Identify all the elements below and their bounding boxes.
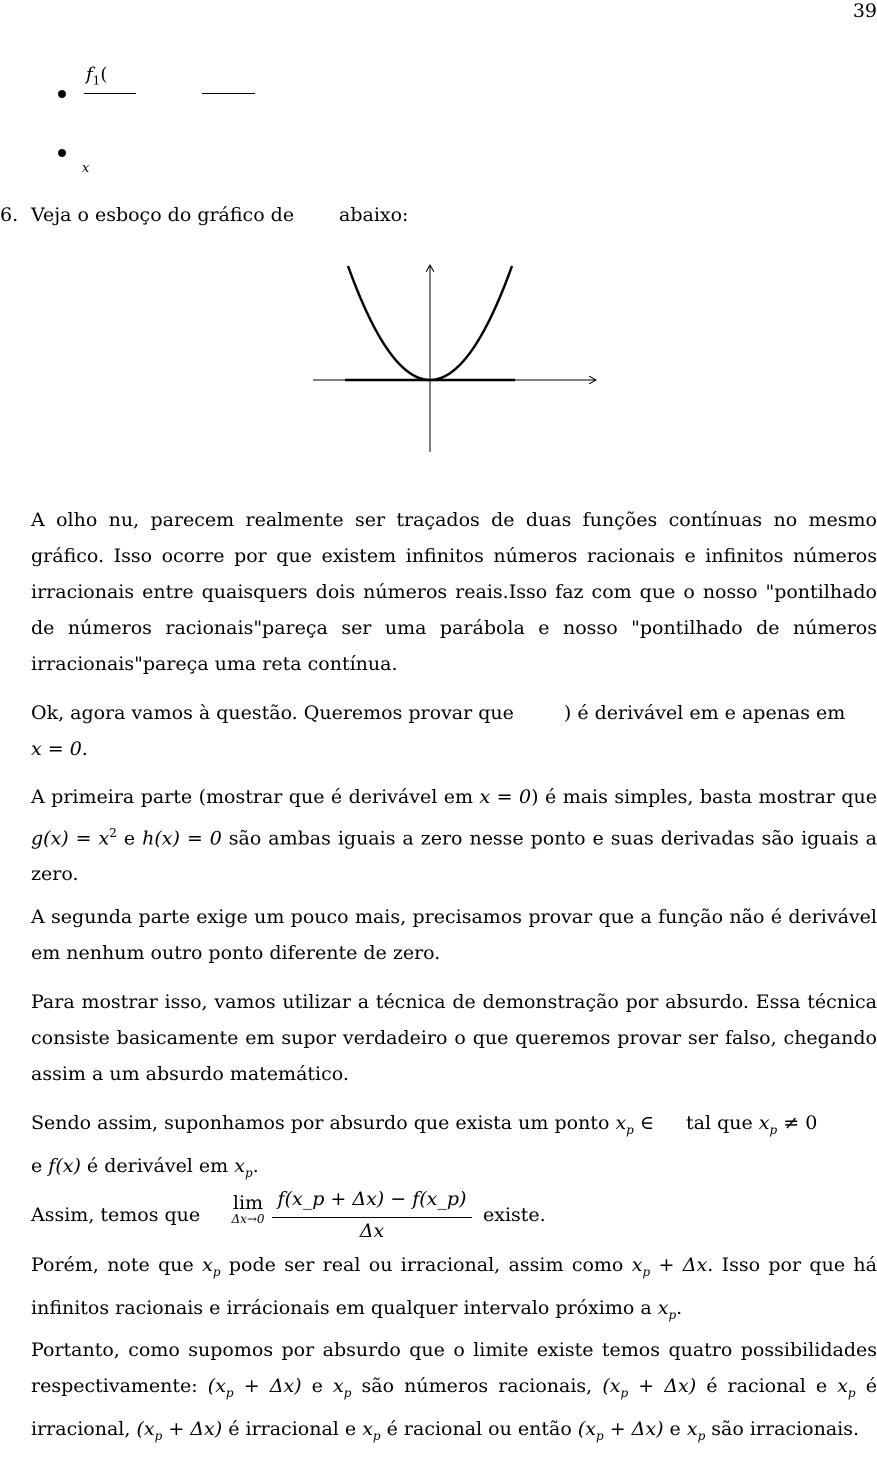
- paragraph-visual-explanation: A olho nu, parecem realmente ser traçados de duas funções contínuas no mesmo gráfico. Isso ocorre por que existem infinitos números racionais e infinitos números irracionais entre quaisquers dois números reais.Isso faz com que o nosso "pontilhado de números racionais"pareça ser uma parábola e nosso "pontilhado de números irracionais"pareça uma reta contínua.: [31, 509, 877, 675]
- p6-math-x: x: [615, 1112, 627, 1134]
- p2-text-a: Ok, agora vamos à questão. Queremos provar que: [31, 702, 514, 724]
- limit-expression: [31, 1188, 877, 1244]
- paragraph-question-intro: [31, 695, 877, 767]
- p3-math-exponent: 2: [109, 826, 117, 840]
- paragraph-real-or-irrational: Porém, note que $x_p$ pode ser real ou irracional, assim como $x_p + \Delta x$. Isso por que há infinitos racionais e irrácionais em qualquer intervalo próximo a $x_p$.: [31, 1254, 877, 1322]
- bullet-2-fragment: x: [82, 161, 90, 176]
- p3-text-e: e: [123, 827, 136, 850]
- function-graph: [310, 260, 600, 455]
- paragraph-first-part: [31, 779, 877, 892]
- p2-text-b: ) é derivável em e apenas em: [563, 702, 846, 724]
- p7-text-b: pode ser real ou irracional, assim como: [228, 1254, 624, 1276]
- paragraph-assumption: Sendo assim, suponhamos por absurdo que exista um ponto $x_p$ ∈ tal que $x_p \ne 0$ e f(x) é derivável em $x_p$.: [31, 1112, 818, 1180]
- item-6-text-after: abaixo:: [339, 204, 409, 226]
- p3-math-x0: x = 0: [479, 786, 532, 808]
- p6-text-e: tal que: [686, 1112, 753, 1134]
- fragment-f: f: [86, 64, 93, 85]
- p7-math-xpdx: + Δx: [658, 1254, 708, 1276]
- limit-exists: existe.: [483, 1204, 546, 1226]
- p6-text-j: .: [252, 1154, 259, 1177]
- p3-text-h: são ambas iguais a zero nesse ponto e suas derivadas são iguais a zero.: [31, 827, 877, 886]
- p6-math-neq: ≠ 0: [783, 1112, 818, 1134]
- p6-math-p: p: [626, 1122, 634, 1137]
- paragraph-second-part: A segunda parte exige um pouco mais, precisamos provar que a função não é derivável em nenhum outro ponto diferente de zero.: [31, 906, 877, 964]
- p6-text-a: Sendo assim, suponhamos por absurdo que exista um ponto: [31, 1112, 610, 1134]
- page-number: 39: [852, 0, 877, 22]
- p8-text-e1: e: [311, 1375, 323, 1397]
- fraction-rule-1: [84, 93, 136, 94]
- paragraph-proof-by-contradiction: Para mostrar isso, vamos utilizar a técnica de demonstração por absurdo. Essa técnica consiste basicamente em supor verdadeiro o que queremos provar ser falso, chegando assim a um absurdo matemático.: [31, 991, 877, 1085]
- fragment-paren: (: [100, 64, 108, 85]
- p3-text-c: ) é mais simples, basta mostrar que: [531, 786, 877, 808]
- p6-math-fx: f(x): [48, 1154, 81, 1177]
- p7-text-a: Porém, note que: [31, 1254, 194, 1276]
- bullet-2: [58, 149, 66, 157]
- p3-math-g: g(x) = x: [31, 827, 110, 850]
- lim-text: lim: [232, 1192, 264, 1214]
- bullet-1-fragment: [86, 64, 107, 88]
- p3-math-h: h(x) = 0: [142, 827, 222, 850]
- difference-quotient: [272, 1188, 472, 1242]
- p8-text-rational-or: é racional ou então: [386, 1417, 572, 1440]
- item-6-number: 6.: [0, 204, 19, 226]
- limit-intro: Assim, temos que: [31, 1204, 201, 1226]
- fraction-bar: [272, 1217, 472, 1218]
- p8-text-irrational-both: são irracionais.: [711, 1417, 860, 1440]
- p8-text-a: Portanto, como supomos por absurdo que o limite existe temos quatro possibilidades respectivamente:: [31, 1339, 877, 1397]
- p6-text-g: e: [31, 1154, 43, 1177]
- p8-math-dx: + Δx): [243, 1375, 302, 1397]
- p7-text-d: . Isso por que há infinitos racionais e irrácionais em qualquer intervalo próximo a: [31, 1254, 877, 1319]
- p3-text-a: A primeira parte (mostrar que é derivável em: [31, 786, 474, 808]
- fraction-numerator: f(x_p + Δx) − f(x_p): [277, 1188, 467, 1210]
- p6-math-in: ∈: [639, 1112, 654, 1134]
- p8-text-irrational: é irracional,: [31, 1375, 877, 1440]
- p6-text-i: é derivável em: [86, 1154, 229, 1177]
- bullet-1: [58, 90, 66, 98]
- lim-subscript: Δx→0: [231, 1212, 265, 1226]
- fraction-denominator: Δx: [359, 1220, 385, 1242]
- p8-text-irrational-and: é irracional e: [228, 1417, 357, 1440]
- limit-operator: [218, 1192, 278, 1226]
- p8-math-open: (x: [207, 1375, 226, 1397]
- fragment-sub: 1: [92, 73, 101, 88]
- p8-text-rational-both: são números racionais,: [361, 1375, 593, 1397]
- p8-text-rational-and: é racional e: [706, 1375, 828, 1397]
- p2-math-x0: x = 0.: [31, 738, 88, 760]
- paragraph-four-possibilities: Portanto, como supomos por absurdo que o limite existe temos quatro possibilidades respectivamente: $(x_p + \Delta x)$ e $x_p$ são números racionais, $(x_p + \Delta x)$ é racional e $x_p$ é irracional, $(x_p + \Delta x)$ é irracional e $x_p$ é racional ou então $(x_p + \Delta x)$ e $x_p$ são irracionais.: [31, 1339, 877, 1443]
- fraction-rule-2: [202, 93, 255, 94]
- item-6-text-before: Veja o esboço do gráfico de: [31, 204, 295, 226]
